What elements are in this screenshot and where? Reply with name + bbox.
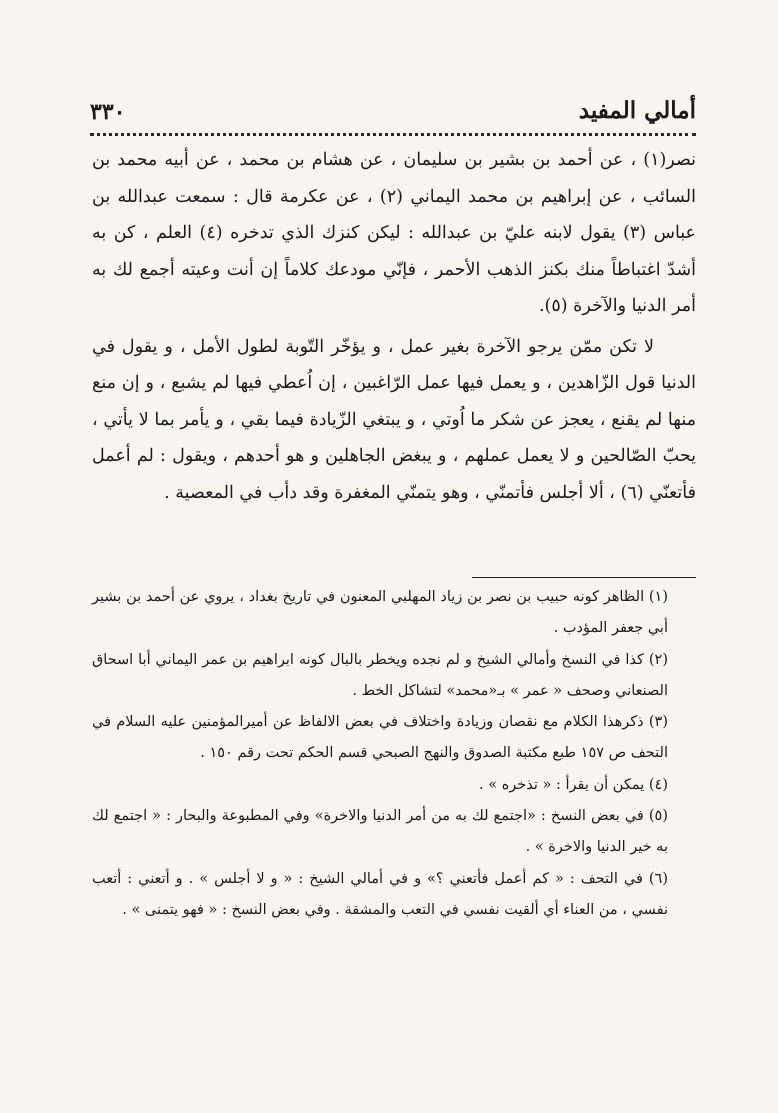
footnote-4: (٤) يمكن أن يقرأ : « تذخره » .	[479, 776, 668, 793]
footnote-1: (١) الظاهر كونه حبيب بن نصر بن زياد المهلبي المعنون في تاريخ بغداد ، يروي عن أحمد بن بشير أبي جعفر المؤدب .	[92, 589, 668, 637]
book-title: أمالي المفيد	[578, 97, 696, 124]
page-number: ٣٣٠	[90, 99, 126, 125]
page-header	[90, 96, 696, 136]
footnote-6: (٦) في التحف : « كم أعمل فأتعني ؟» و في أمالي الشيخ : « و لا أجلس » . و أتعني : أتعب نفسي ، من العناء أي ألقيت نفسي في التعب والمشقة . وفي بعض النسخ : « فهو يتمنى » .	[92, 870, 668, 918]
footnote-separator	[472, 577, 696, 578]
footnote-3: (٣) ذكرهذا الكلام مع نقصان وزيادة واختلاف في بعض الالفاظ عن أميرالمؤمنين عليه السلام في التحف ص ١٥٧ طبع مكتبة الصدوق والنهج الصبحي قسم الحكم تحت رقم ١٥٠ .	[92, 714, 668, 762]
paragraph-2: لا تكن ممّن يرجو الآخرة بغير عمل ، و يؤخّر التّوبة لطول الأمل ، و يقول في الدنيا قول الزّاهدين ، و يعمل فيها عمل الرّاغبين ، إن اُعطي فيها لم يشبع ، و إن منع منها لم يقنع ، يعجز عن شكر ما اُوتي ، و يبتغي الزّيادة فيما بقي ، و يأمر بما لا يأتي ، يحبّ الصّالحين و لا يعمل عملهم ، و يبغض الجاهلين و هو أحدهم ، ويقول : لم أعمل فأتعنّي (٦) ، ألا أجلس فأتمنّي ، وهو يتمنّي المغفرة وقد دأب في المعصية .	[92, 336, 696, 503]
paragraph-1: نصر(١) ، عن أحمد بن بشير بن سليمان ، عن هشام بن محمد ، عن أبيه محمد بن السائب ، عن إبراهيم بن محمد اليماني (٢) ، عن عكرمة قال : سمعت عبدالله بن عباس (٣) يقول لابنه عليّ بن عبدالله : ليكن كنزك الذي تدخره (٤) العلم ، كن به أشدّ اغتباطاً منك بكنز الذهب الأحمر ، فإنّي مودعك كلاماً إن أنت وعيته أجمع لك به أمر الدنيا والآخرة (٥).	[92, 150, 696, 316]
footnote-2: (٢) كذا في النسخ وأمالي الشيخ و لم نجده ويخطر بالبال كونه ابراهيم بن عمر اليماني أبا اسحاق الصنعاني وصحف « عمر » بـ«محمد» لتشاكل الخط .	[92, 651, 668, 699]
footnotes	[92, 582, 668, 926]
header-dotted-rule	[90, 133, 696, 136]
main-text	[92, 142, 696, 511]
footnote-5: (٥) في بعض النسخ : «اجتمع لك به من أمر الدنيا والاخرة» وفي المطبوعة والبحار : « اجتمع لك به خير الدنيا والاخرة » .	[92, 808, 668, 856]
